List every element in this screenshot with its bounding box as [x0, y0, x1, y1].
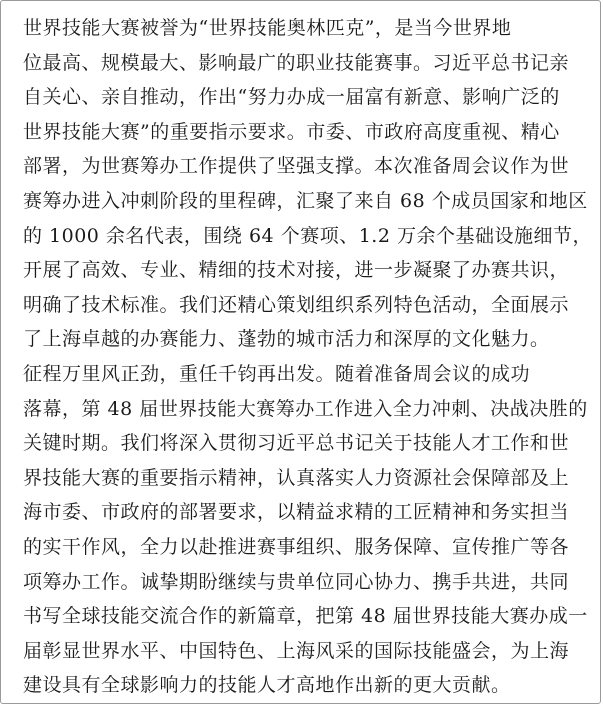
text-line-16: 的实干作风，全力以赴推进赛事组织、服务保障、宣传推广等各: [23, 535, 570, 558]
text-line-6: 赛筹办进入冲刺阶段的里程碑，汇聚了来自 68 个成员国家和地区: [23, 189, 588, 212]
text-line-8: 开展了高效、专业、精细的技术对接，进一步凝聚了办赛共识，: [23, 259, 570, 282]
text-line-4: 世界技能大赛”的重要指示要求。市委、市政府高度重视、精心: [23, 120, 560, 143]
text-line-11: 征程万里风正劲，重任千钧再出发。随着准备周会议的成功: [23, 362, 531, 385]
text-line-17: 项筹办工作。诚挚期盼继续与贵单位同心协力、携手共进，共同: [23, 570, 570, 593]
text-line-18: 书写全球技能交流合作的新篇章，把第 48 届世界技能大赛办成一: [23, 605, 588, 628]
text-line-13: 关键时期。我们将深入贯彻习近平总书记关于技能人才工作和世: [23, 432, 570, 455]
text-line-19: 届彰显世界水平、中国特色、上海风采的国际技能盛会，为上海: [23, 639, 570, 662]
text-line-14: 界技能大赛的重要指示精神，认真落实人力资源社会保障部及上: [23, 466, 570, 489]
text-line-5: 部署，为世赛筹办工作提供了坚强支撑。本次准备周会议作为世: [23, 155, 570, 178]
text-line-3: 自关心、亲自推动，作出“努力办成一届富有新意、影响广泛的: [23, 86, 560, 109]
text-line-20: 建设具有全球影响力的技能人才高地作出新的更大贡献。: [23, 674, 511, 697]
text-line-9: 明确了技术标准。我们还精心策划组织系列特色活动，全面展示: [23, 293, 570, 316]
text-line-1: 世界技能大赛被誉为“世界技能奥林匹克”，是当今世界地: [23, 17, 512, 39]
text-line-2: 位最高、规模最大、影响最广的职业技能赛事。习近平总书记亲: [23, 51, 570, 74]
text-line-7: 的 1000 余名代表，围绕 64 个赛项、1.2 万余个基础设施细节，: [23, 224, 592, 247]
text-line-12: 落幕，第 48 届世界技能大赛筹办工作进入全力冲刺、决战决胜的: [23, 397, 588, 420]
text-line-10: 了上海卓越的办赛能力、蓬勃的城市活力和深厚的文化魅力。: [23, 328, 550, 351]
text-line-15: 海市委、市政府的部署要求，以精益求精的工匠精神和务实担当: [23, 501, 570, 524]
document-body: [23, 11, 592, 703]
